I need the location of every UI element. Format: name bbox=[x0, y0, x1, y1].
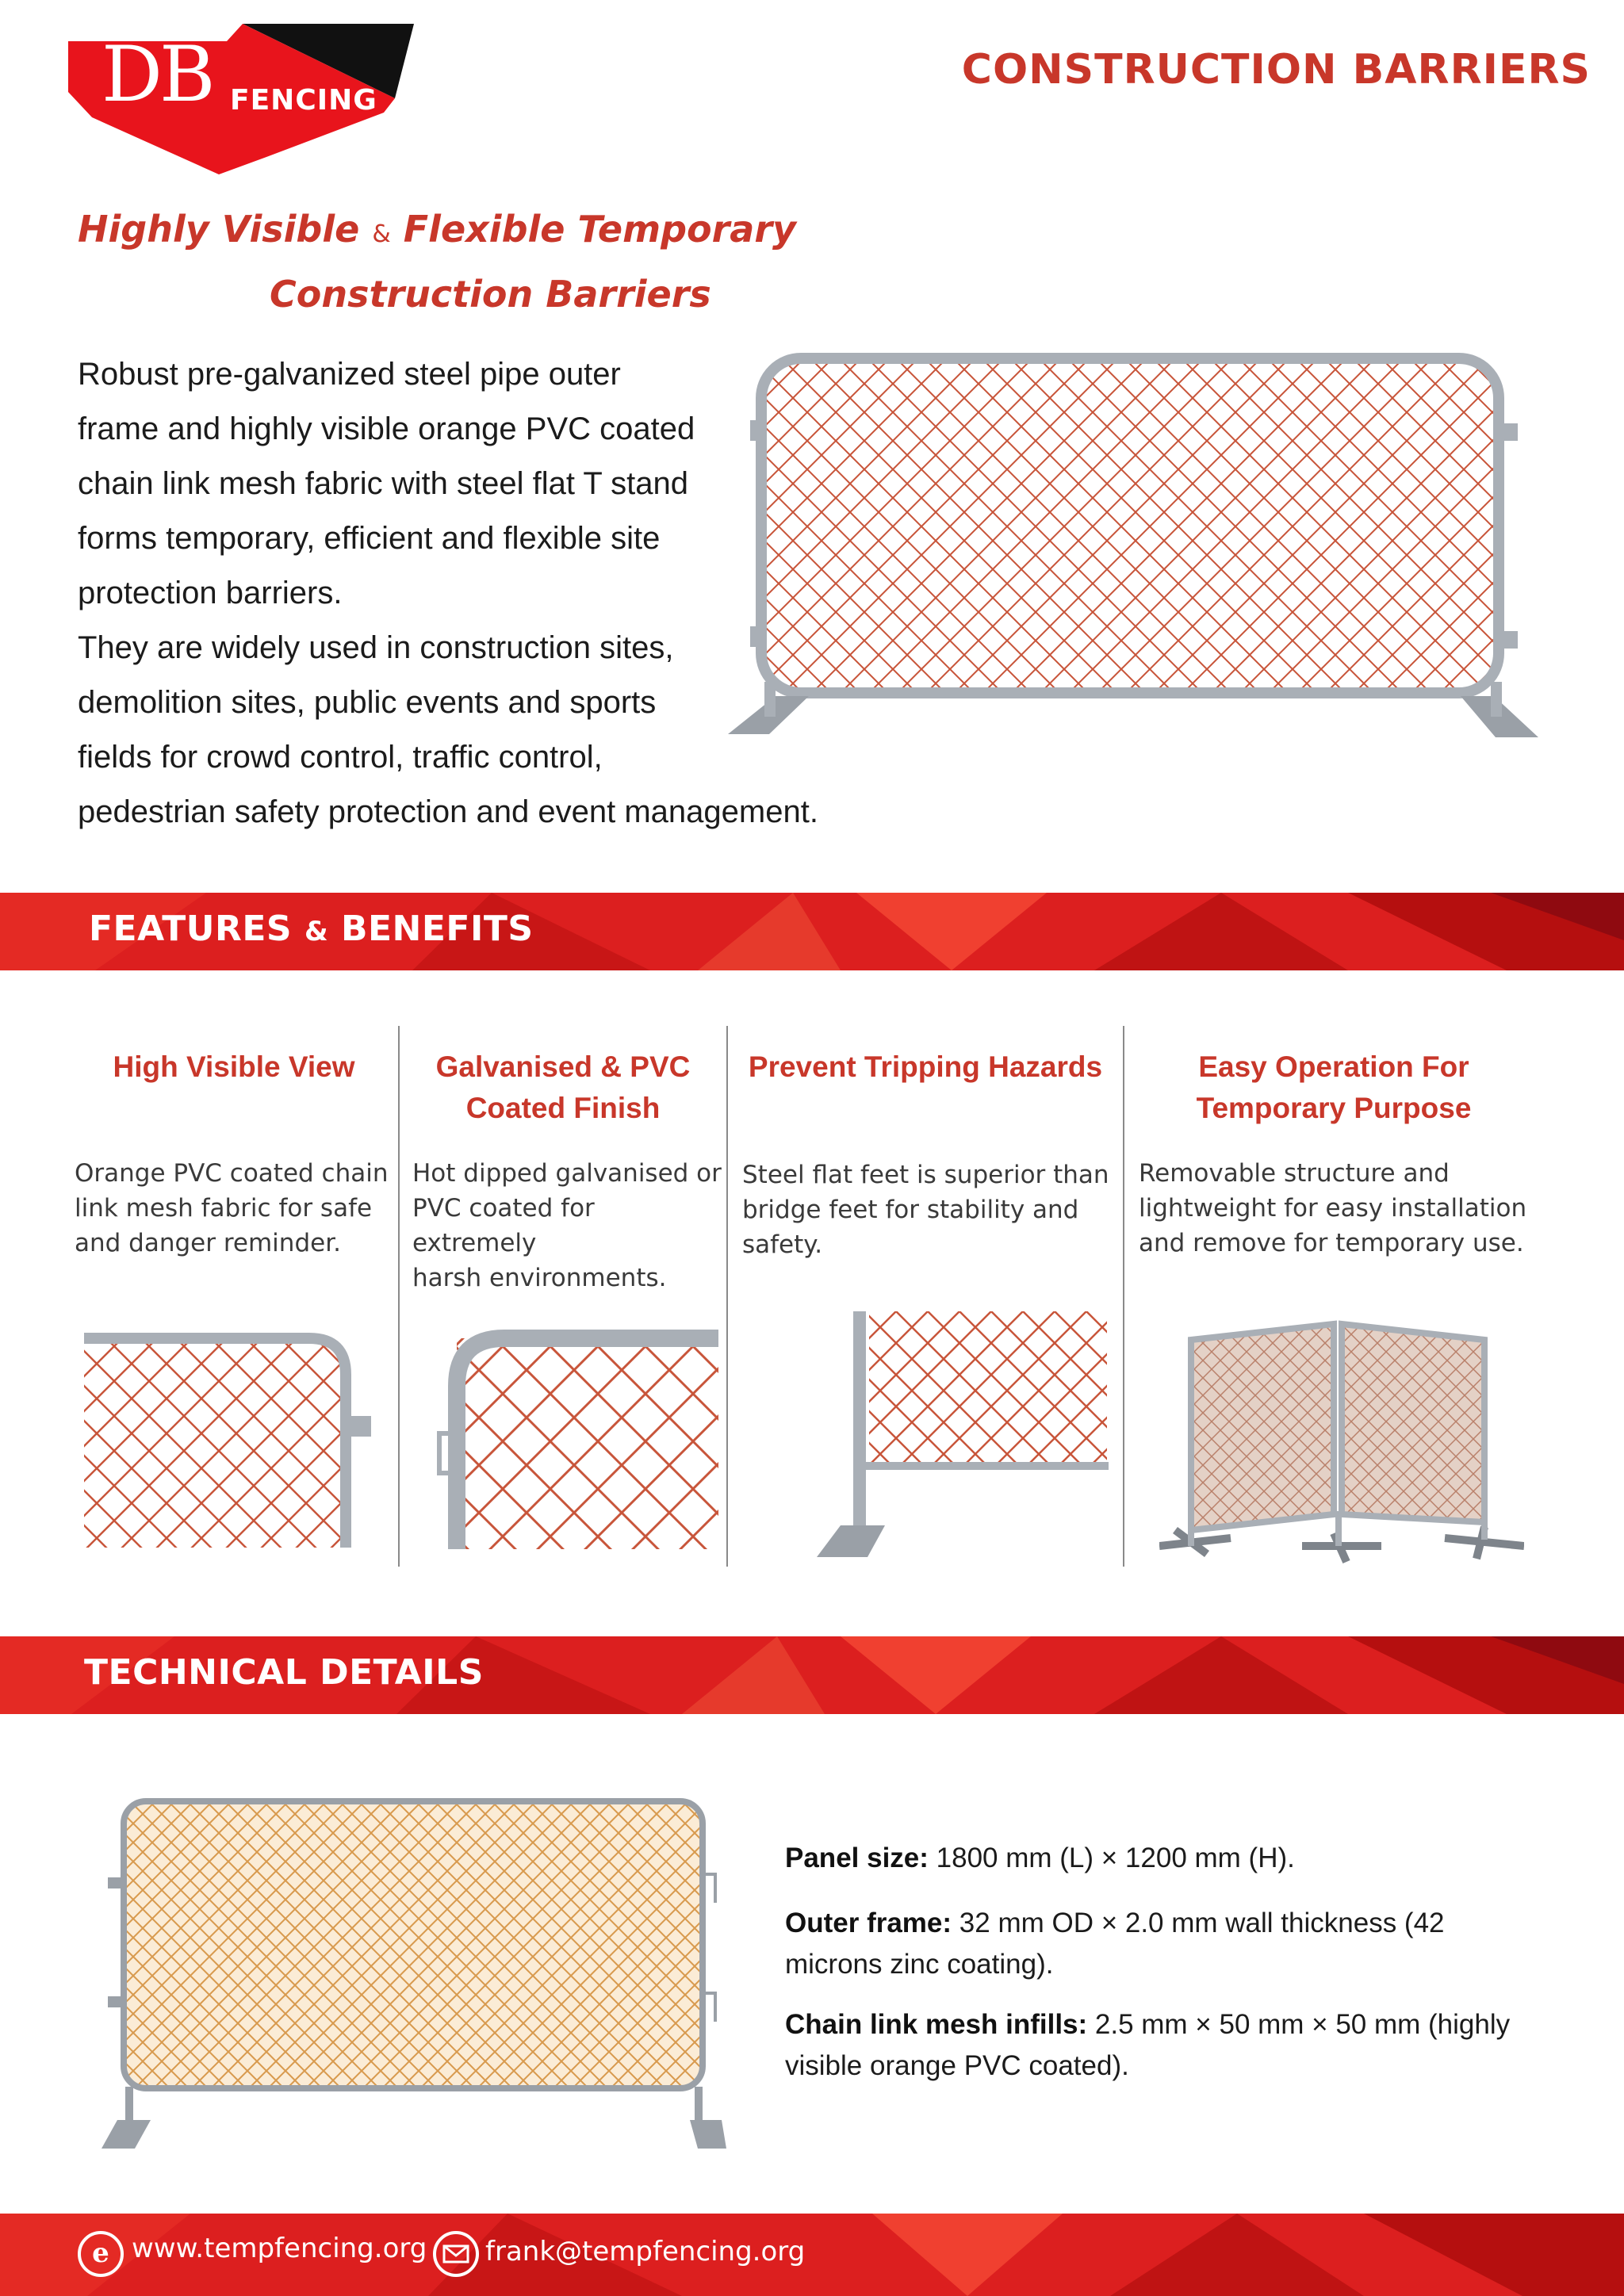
feature-title-line: Temporary Purpose bbox=[1196, 1092, 1472, 1124]
spec-outer-frame bbox=[785, 1903, 1578, 1985]
e-web-icon: e bbox=[78, 2231, 124, 2277]
feature-title-line: Coated Finish bbox=[465, 1092, 661, 1124]
features-band-title bbox=[89, 909, 534, 949]
feature-title bbox=[1129, 1047, 1538, 1129]
spec-label: Chain link mesh infills: bbox=[785, 2009, 1088, 2040]
intro-line: fields for crowd control, traffic control, bbox=[78, 740, 603, 775]
features-band-title-part1: FEATURES bbox=[89, 909, 293, 949]
feature-desc-line: PVC coated for extremely bbox=[412, 1194, 595, 1257]
footer-website-link[interactable]: www.tempfencing.org bbox=[132, 2233, 427, 2264]
footer-email-link[interactable]: frank@tempfencing.org bbox=[485, 2236, 806, 2267]
technical-barrier-image bbox=[95, 1795, 730, 2160]
flat-foot-image bbox=[817, 1311, 1110, 1562]
feature-desc-line: and danger reminder. bbox=[75, 1229, 341, 1257]
feature-desc-line: link mesh fabric for safe bbox=[75, 1194, 373, 1223]
feature-title-line: Easy Operation For bbox=[1198, 1050, 1469, 1083]
column-divider bbox=[726, 1026, 728, 1567]
feature-desc-line: safety. bbox=[742, 1230, 823, 1259]
feature-title-line: High Visible View bbox=[113, 1050, 355, 1083]
intro-line: pedestrian safety protection and event management. bbox=[78, 794, 818, 829]
enclosure-image bbox=[1159, 1308, 1524, 1570]
feature-desc-line: harsh environments. bbox=[412, 1264, 667, 1292]
spec-panel-size bbox=[785, 1838, 1578, 1879]
intro-title-line2: Construction Barriers bbox=[270, 273, 711, 316]
mesh-corner-left-image bbox=[408, 1322, 718, 1549]
mesh-corner-right-image bbox=[79, 1329, 385, 1548]
feature-title-line: Galvanised & PVC bbox=[435, 1050, 691, 1083]
features-band-amp: & bbox=[304, 916, 329, 947]
feature-desc-line: bridge feet for stability and bbox=[742, 1196, 1079, 1224]
feature-description bbox=[742, 1158, 1115, 1262]
intro-line: protection barriers. bbox=[78, 576, 343, 610]
technical-band-title: TECHNICAL DETAILS bbox=[84, 1652, 484, 1693]
feature-description bbox=[75, 1156, 392, 1261]
logo-text-sub: FENCING bbox=[230, 84, 377, 117]
intro-line: demolition sites, public events and sports bbox=[78, 685, 657, 720]
feature-desc-line: and remove for temporary use. bbox=[1139, 1229, 1524, 1257]
feature-title bbox=[71, 1047, 396, 1088]
feature-desc-line: Steel flat feet is superior than bbox=[742, 1161, 1109, 1189]
intro-line: They are widely used in construction sites, bbox=[78, 630, 674, 665]
spec-value: visible orange PVC coated). bbox=[785, 2050, 1129, 2081]
technical-band bbox=[0, 1636, 1624, 1714]
spec-chain-link-mesh bbox=[785, 2004, 1578, 2087]
intro-title-part2: Flexible Temporary bbox=[403, 208, 796, 251]
feature-desc-line: Hot dipped galvanised or bbox=[412, 1159, 722, 1188]
feature-title bbox=[731, 1047, 1120, 1088]
feature-title-line: Prevent Tripping Hazards bbox=[748, 1050, 1103, 1083]
intro-line: chain link mesh fabric with steel flat T stand bbox=[78, 466, 688, 501]
features-band bbox=[0, 893, 1624, 970]
intro-line: forms temporary, efficient and flexible site bbox=[78, 521, 661, 556]
intro-title-part1: Highly Visible bbox=[78, 208, 360, 251]
feature-description bbox=[412, 1156, 722, 1295]
spec-value: microns zinc coating). bbox=[785, 1949, 1054, 1980]
hero-barrier-image bbox=[722, 341, 1546, 753]
intro-line: Robust pre-galvanized steel pipe outer bbox=[78, 357, 621, 392]
spec-value: 1800 mm (L) × 1200 mm (H). bbox=[928, 1843, 1295, 1873]
intro-title-line1 bbox=[78, 208, 796, 251]
feature-desc-line: Removable structure and bbox=[1139, 1159, 1450, 1188]
spec-label: Outer frame: bbox=[785, 1908, 952, 1938]
spec-label: Panel size: bbox=[785, 1843, 929, 1873]
column-divider bbox=[1123, 1026, 1124, 1567]
spec-value: 2.5 mm × 50 mm × 50 mm (highly bbox=[1087, 2009, 1511, 2040]
page-title: CONSTRUCTION BARRIERS bbox=[961, 46, 1591, 94]
intro-title-amp: & bbox=[372, 220, 391, 248]
spec-value: 32 mm OD × 2.0 mm wall thickness (42 bbox=[952, 1908, 1445, 1938]
envelope-icon bbox=[433, 2231, 479, 2277]
feature-desc-line: lightweight for easy installation bbox=[1139, 1194, 1527, 1223]
feature-desc-line: Orange PVC coated chain bbox=[75, 1159, 389, 1188]
feature-description bbox=[1139, 1156, 1543, 1261]
features-band-title-part2: BENEFITS bbox=[340, 909, 534, 949]
feature-title bbox=[403, 1047, 723, 1129]
logo-text-main: DB bbox=[102, 30, 213, 119]
column-divider bbox=[398, 1026, 400, 1567]
intro-line: frame and highly visible orange PVC coated bbox=[78, 411, 695, 446]
